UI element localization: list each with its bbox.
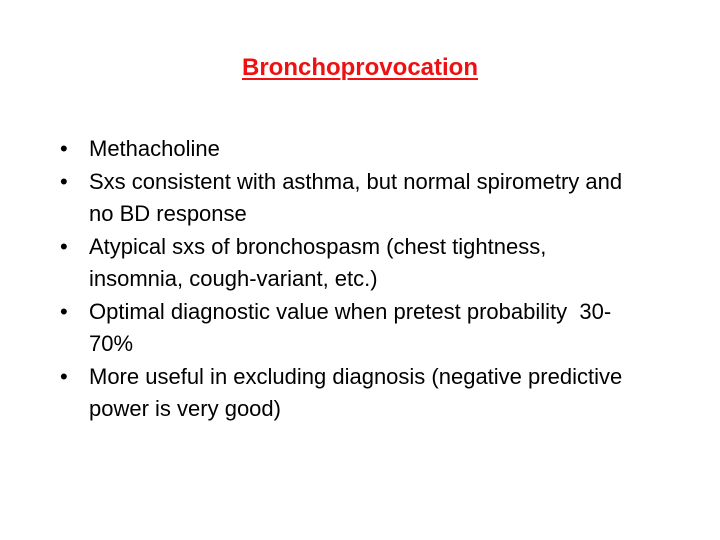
bullet-item <box>60 361 640 426</box>
bullet-item <box>60 166 640 231</box>
bullet-item <box>60 231 640 296</box>
bullet-item <box>60 296 640 361</box>
bullet-dot-icon: • <box>60 363 68 389</box>
bullet-text: Optimal diagnostic value when pretest probability 30-70% <box>89 298 612 356</box>
bullet-text: Methacholine <box>89 136 220 161</box>
bullet-dot-icon: • <box>60 168 68 194</box>
bullet-dot-icon: • <box>60 136 68 161</box>
bullet-text: Sxs consistent with asthma, but normal spirometry and no BD response <box>89 168 623 226</box>
bullet-dot-icon: • <box>60 298 68 324</box>
slide-title: Bronchoprovocation <box>241 54 478 81</box>
bullet-item <box>60 133 640 166</box>
bullet-text: Atypical sxs of bronchospasm (chest tightness, insomnia, cough-variant, etc.) <box>89 233 547 291</box>
bullet-list <box>60 133 640 426</box>
bullet-dot-icon: • <box>60 233 68 259</box>
bullet-text: More useful in excluding diagnosis (negative predictive power is very good) <box>89 363 623 421</box>
